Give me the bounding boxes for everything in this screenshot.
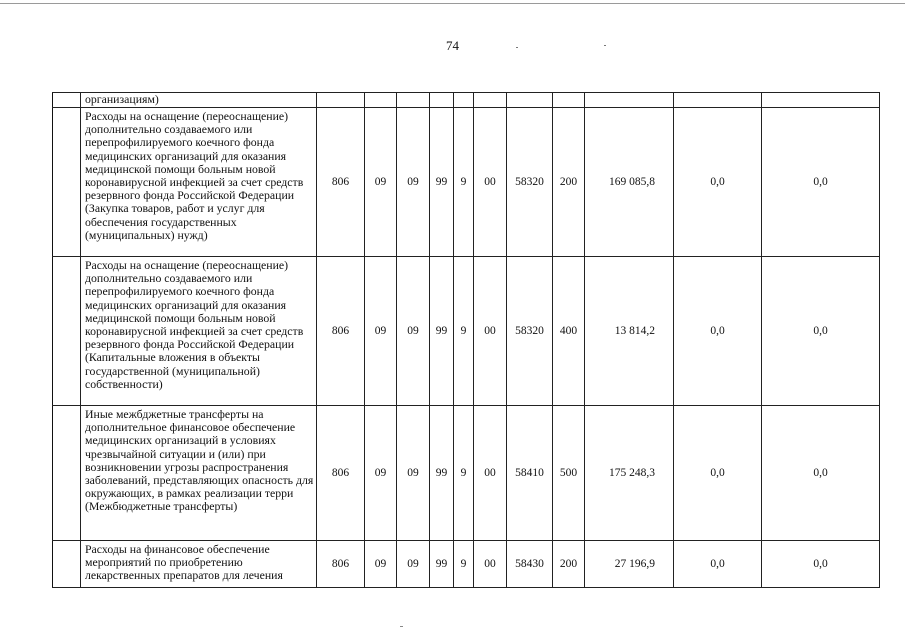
scan-speck xyxy=(516,47,518,48)
amount-3: 0,0 xyxy=(762,406,880,541)
table-row xyxy=(53,541,880,588)
amount-1: 169 085,8 xyxy=(585,108,674,257)
amount-3: 0,0 xyxy=(762,257,880,406)
amount-2: 0,0 xyxy=(674,406,762,541)
row-index-cell xyxy=(53,541,81,588)
amount-2: 0,0 xyxy=(674,541,762,588)
direction-code: 58320 xyxy=(507,108,553,257)
section-code: 09 xyxy=(365,108,397,257)
row-description: организациям) xyxy=(81,93,317,108)
expense-type-code: 200 xyxy=(553,108,585,257)
row-index-cell xyxy=(53,406,81,541)
table-row xyxy=(53,108,880,257)
row-description: Иные межбджетные трансферты на дополнительное финансовое обеспечение медицинских организаций в условиях чрезвычайной ситуации и (или) при возникновении угрозы распространения заболеваний, представляющих опасность для окружающих, в рамках реализации терри (Межбюджетные трансферты) xyxy=(81,406,317,541)
event-code: 00 xyxy=(474,406,507,541)
row-index-cell xyxy=(53,257,81,406)
event-code: 00 xyxy=(474,541,507,588)
scan-edge-line xyxy=(0,3,905,4)
row-description: Расходы на финансовое обеспечение мероприятий по приобретению лекарственных препаратов для лечения xyxy=(81,541,317,588)
expense-type-code: 400 xyxy=(553,257,585,406)
row-index-cell xyxy=(53,108,81,257)
section-code: 09 xyxy=(365,541,397,588)
subprogram-code: 9 xyxy=(454,541,474,588)
scan-speck xyxy=(604,45,606,46)
section-code: 09 xyxy=(365,406,397,541)
table-row-continuation xyxy=(53,93,880,108)
amount-1: 13 814,2 xyxy=(585,257,674,406)
subsection-code: 09 xyxy=(397,406,430,541)
amount-3: 0,0 xyxy=(762,108,880,257)
row-index-cell xyxy=(53,93,81,108)
amount-1: 175 248,3 xyxy=(585,406,674,541)
subprogram-code: 9 xyxy=(454,108,474,257)
program-code: 99 xyxy=(430,541,454,588)
program-code: 99 xyxy=(430,406,454,541)
amount-3: 0,0 xyxy=(762,541,880,588)
amount-2: 0,0 xyxy=(674,108,762,257)
program-code: 99 xyxy=(430,257,454,406)
ministry-code: 806 xyxy=(317,406,365,541)
amount-1: 27 196,9 xyxy=(585,541,674,588)
expense-type-code: 500 xyxy=(553,406,585,541)
event-code: 00 xyxy=(474,257,507,406)
subprogram-code: 9 xyxy=(454,406,474,541)
expense-type-code: 200 xyxy=(553,541,585,588)
row-description: Расходы на оснащение (переоснащение) дополнительно создаваемого или перепрофилируемого коечного фонда медицинских организаций для оказания медицинской помощи больным новой коронавирусной инфекцией за счет средств резервного фонда Российской Федерации (Закупка товаров, работ и услуг для обеспечения государственных (муниципальных) нужд) xyxy=(81,108,317,257)
subprogram-code: 9 xyxy=(454,257,474,406)
scan-speck xyxy=(400,626,403,627)
page-number: 74 xyxy=(446,38,459,53)
row-description: Расходы на оснащение (переоснащение) дополнительно создаваемого или перепрофилируемого коечного фонда медицинских организаций для оказания медицинской помощи больным новой коронавирусной инфекцией за счет средств резервного фонда Российской Федерации (Капитальные вложения в объекты государственной (муниципальной) собственности) xyxy=(81,257,317,406)
table-row xyxy=(53,406,880,541)
direction-code: 58410 xyxy=(507,406,553,541)
subsection-code: 09 xyxy=(397,108,430,257)
table-row xyxy=(53,257,880,406)
ministry-code: 806 xyxy=(317,257,365,406)
ministry-code: 806 xyxy=(317,108,365,257)
ministry-code: 806 xyxy=(317,541,365,588)
direction-code: 58320 xyxy=(507,257,553,406)
subsection-code: 09 xyxy=(397,257,430,406)
section-code: 09 xyxy=(365,257,397,406)
event-code: 00 xyxy=(474,108,507,257)
subsection-code: 09 xyxy=(397,541,430,588)
direction-code: 58430 xyxy=(507,541,553,588)
program-code: 99 xyxy=(430,108,454,257)
budget-table xyxy=(52,92,880,588)
amount-2: 0,0 xyxy=(674,257,762,406)
